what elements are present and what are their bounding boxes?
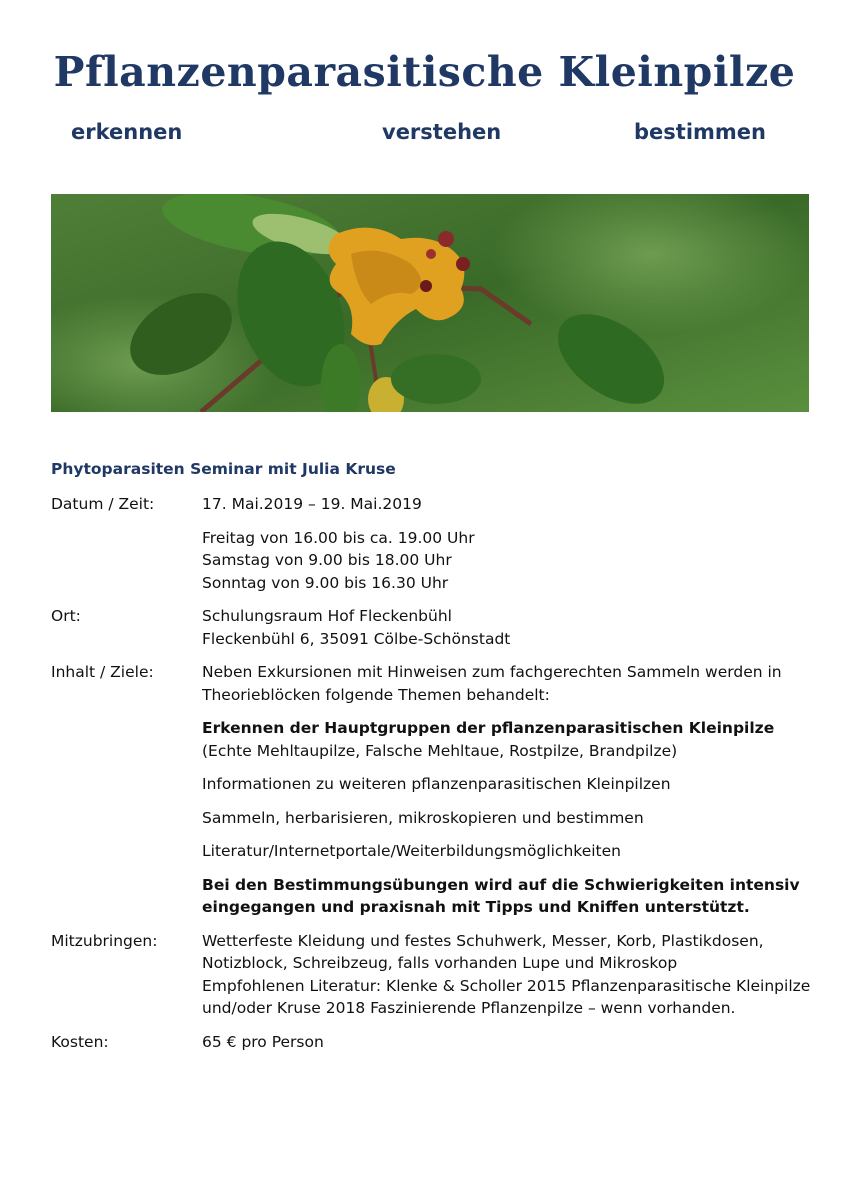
page-title: Pflanzenparasitische Kleinpilze: [53, 48, 796, 96]
inhalt-info: Informationen zu weiteren pflanzenparasitischen Kleinpilzen: [202, 775, 671, 793]
label-ort: Ort:: [51, 607, 81, 625]
subtitle-bestimmen: bestimmen: [634, 120, 766, 144]
seminar-title: Phytoparasiten Seminar mit Julia Kruse: [51, 460, 396, 478]
label-inhalt: Inhalt / Ziele:: [51, 663, 154, 681]
row-inhalt: [51, 661, 811, 930]
kosten-value: 65 € pro Person: [202, 1032, 324, 1051]
subtitle-erkennen: erkennen: [71, 120, 183, 144]
inhalt-intro: Neben Exkursionen mit Hinweisen zum fachgerechten Sammeln werden in Theorieblöcken folgende Themen behandelt:: [202, 663, 782, 704]
subtitle-verstehen: verstehen: [382, 120, 502, 144]
ort-name: Schulungsraum Hof Fleckenbühl: [202, 607, 452, 625]
fungus-photo: [51, 194, 809, 412]
inhalt-hauptgruppen: [202, 717, 811, 762]
row-datum: [51, 493, 811, 605]
inhalt-literatur: Literatur/Internetportale/Weiterbildungsmöglichkeiten: [202, 842, 621, 860]
mitbringen-literatur: Empfohlenen Literatur: Klenke & Scholler 2015 Pflanzenparasitische Kleinpilze und/oder Kruse 2018 Faszinierende Pflanzenpilze – wenn vorhanden.: [202, 976, 811, 1017]
label-mitbringen: Mitzubringen:: [51, 931, 158, 950]
inhalt-sammeln: Sammeln, herbarisieren, mikroskopieren und bestimmen: [202, 808, 644, 827]
ort-address: Fleckenbühl 6, 35091 Cölbe-Schönstadt: [202, 629, 511, 648]
label-datum: Datum / Zeit:: [51, 495, 155, 513]
label-kosten: Kosten:: [51, 1032, 109, 1051]
row-kosten: [51, 1031, 811, 1054]
seminar-details: [51, 493, 811, 1053]
hauptgruppen-bold: Erkennen der Hauptgruppen der pflanzenparasitischen Kleinpilze: [202, 719, 775, 737]
time-sunday: Sonntag von 9.00 bis 16.30 Uhr: [202, 573, 449, 592]
time-saturday: Samstag von 9.00 bis 18.00 Uhr: [202, 551, 452, 569]
row-mitbringen: [51, 930, 811, 1031]
inhalt-uebungen: Bei den Bestimmungsübungen wird auf die Schwierigkeiten intensiv eingegangen und praxisnah mit Tipps und Kniffen unterstützt.: [202, 875, 800, 916]
row-ort: [51, 605, 811, 661]
time-friday: Freitag von 16.00 bis ca. 19.00 Uhr: [202, 528, 475, 547]
mitbringen-items: Wetterfeste Kleidung und festes Schuhwerk, Messer, Korb, Plastikdosen, Notizblock, Schreibzeug, falls vorhanden Lupe und Mikroskop: [202, 931, 764, 972]
hauptgruppen-rest: (Echte Mehltaupilze, Falsche Mehltaue, Rostpilze, Brandpilze): [202, 741, 678, 760]
date-range: 17. Mai.2019 – 19. Mai.2019: [202, 495, 422, 513]
